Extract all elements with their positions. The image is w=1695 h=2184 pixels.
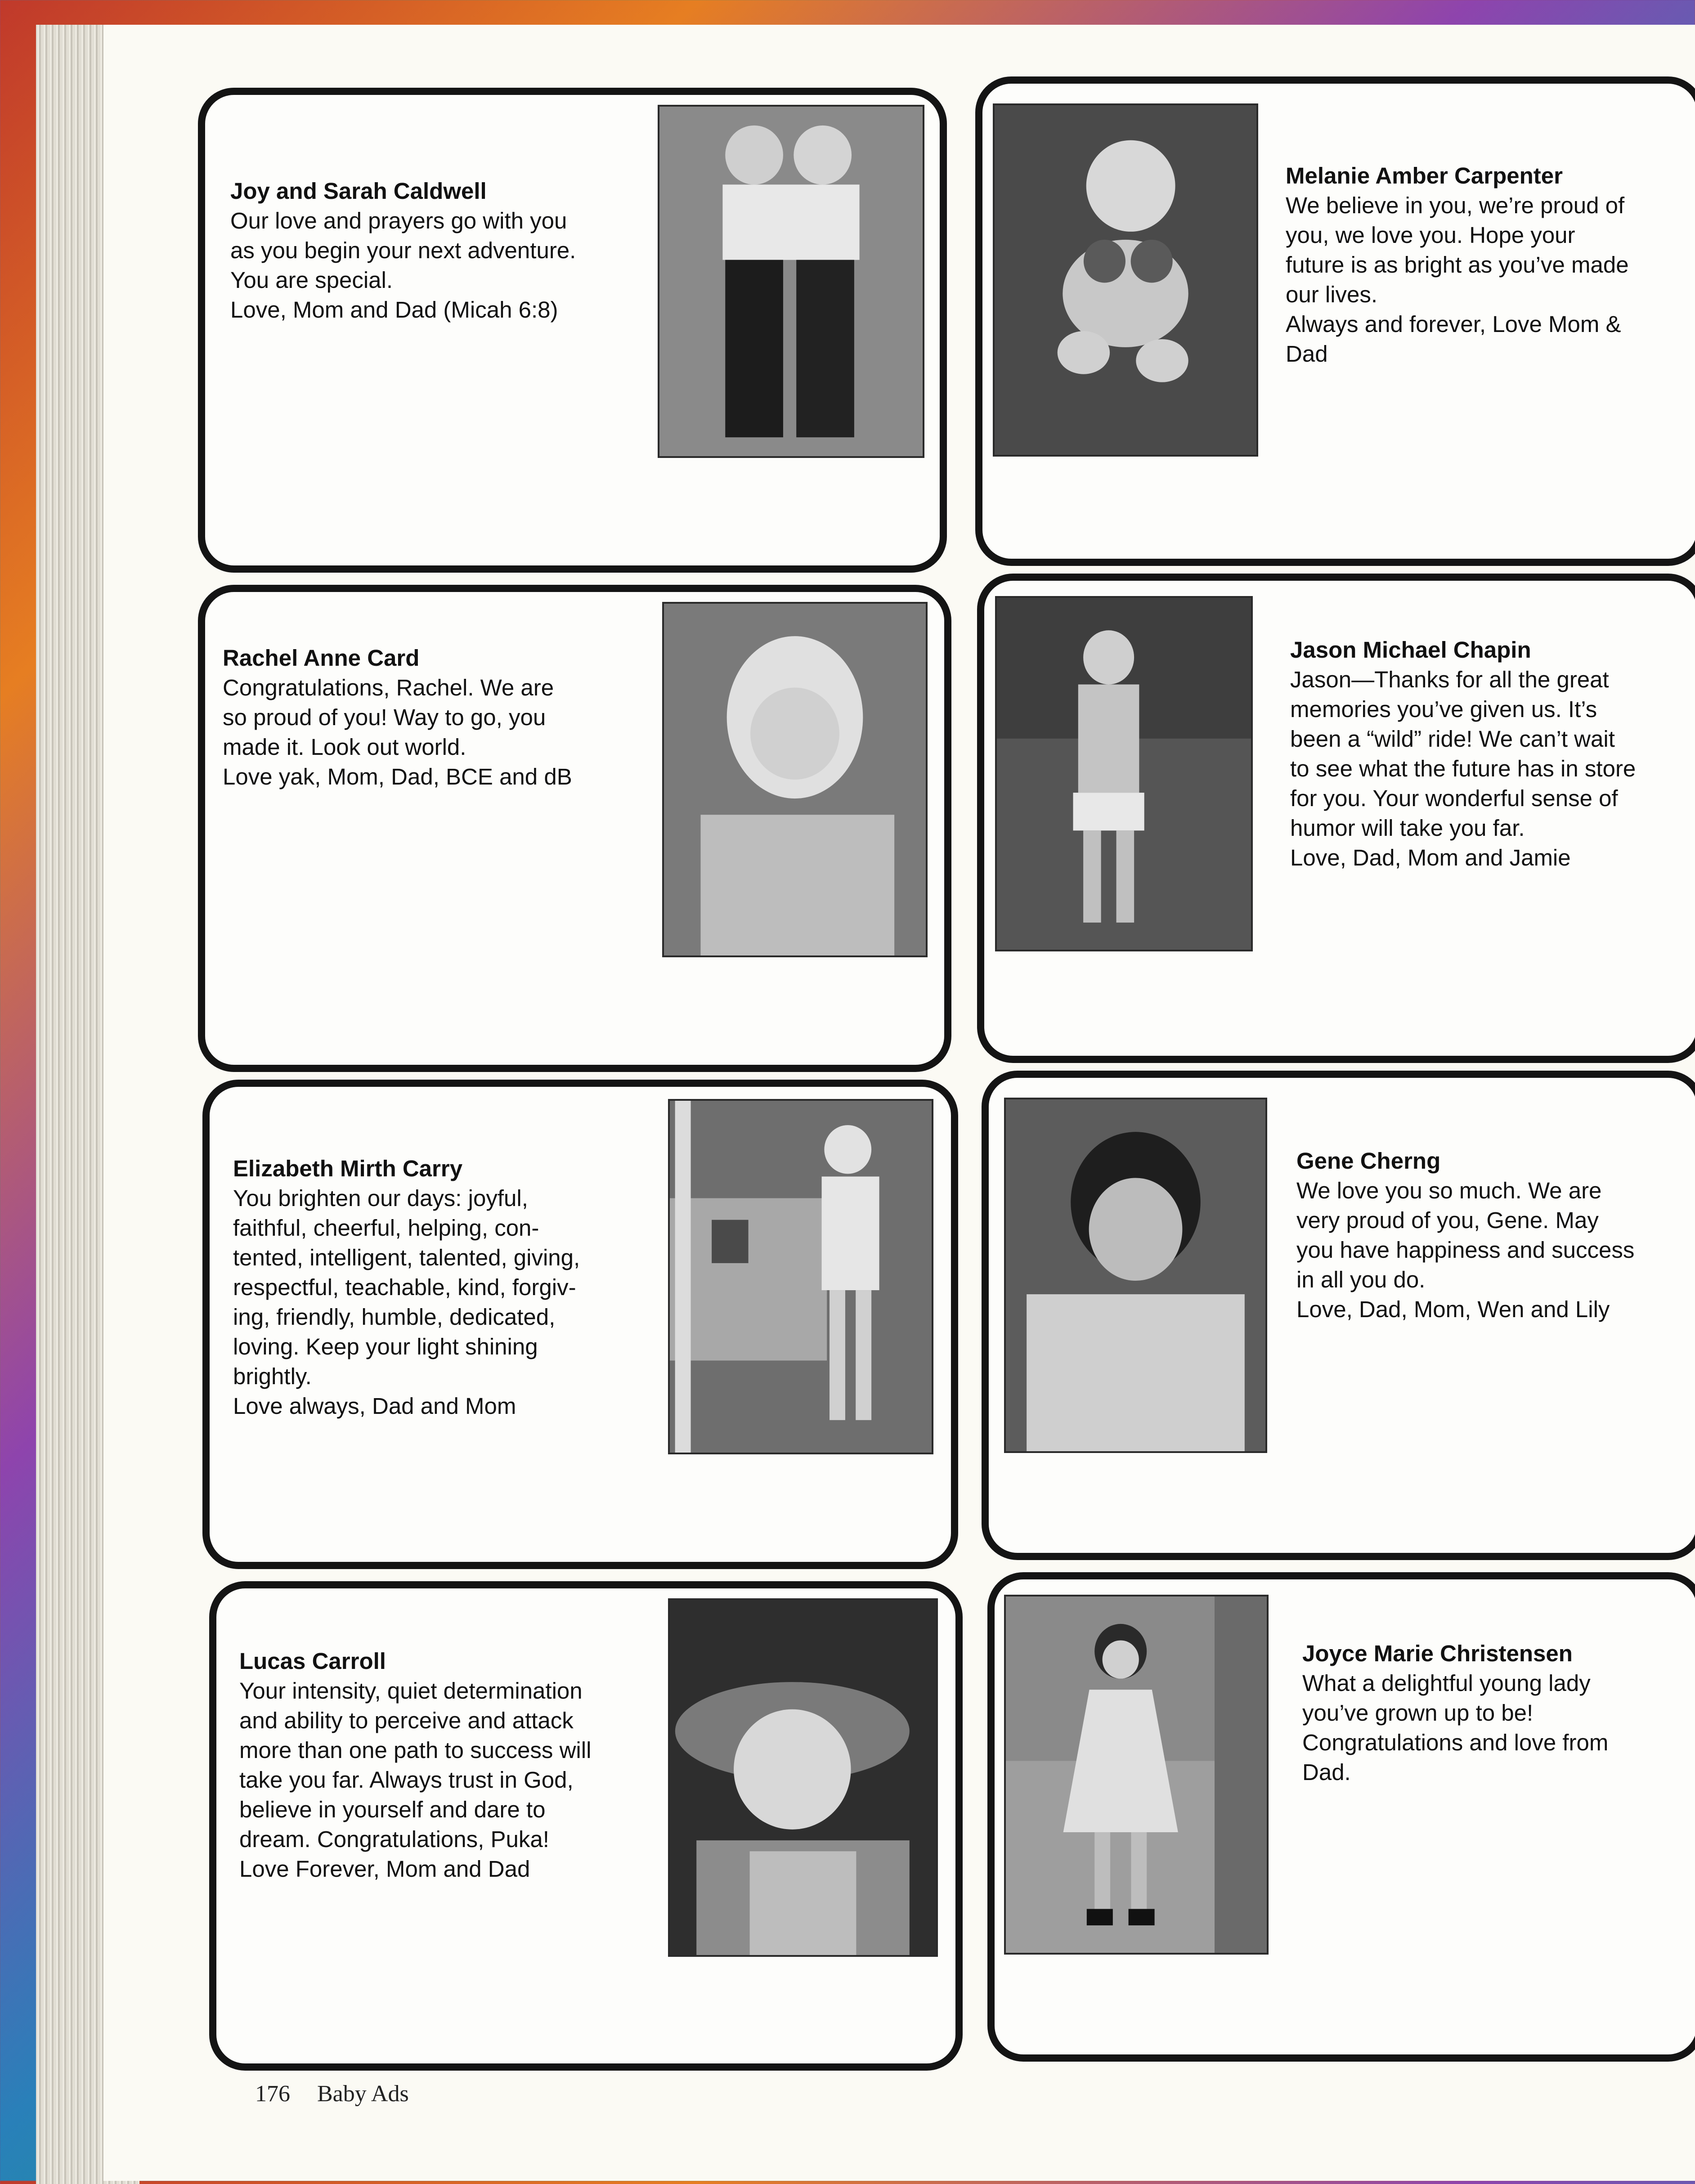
ad-name: Joy and Sarah Caldwell xyxy=(230,178,487,204)
boy-in-hat-photo xyxy=(668,1598,938,1957)
ad-line: future is as bright as you’ve made xyxy=(1286,252,1629,278)
ad-line: faithful, cheerful, helping, con- xyxy=(233,1215,539,1241)
ad-line: our lives. xyxy=(1286,282,1378,307)
ad-text-joy-sarah-caldwell xyxy=(230,176,576,325)
ad-line: very proud of you, Gene. May xyxy=(1296,1207,1599,1233)
ad-name: Elizabeth Mirth Carry xyxy=(233,1156,463,1181)
ad-text-melanie-amber-carpenter xyxy=(1286,161,1629,369)
ad-line: We believe in you, we’re proud of xyxy=(1286,193,1625,218)
ad-line: ing, friendly, humble, dedicated, xyxy=(233,1304,556,1330)
ad-line: You are special. xyxy=(230,267,393,293)
ad-name: Gene Cherng xyxy=(1296,1148,1441,1174)
ad-line: so proud of you! Way to go, you xyxy=(223,704,546,730)
ad-line: Love yak, Mom, Dad, BCE and dB xyxy=(223,764,572,789)
ad-line: humor will take you far. xyxy=(1290,815,1525,841)
ad-line: Jason—Thanks for all the great xyxy=(1290,667,1609,692)
ad-line: as you begin your next adventure. xyxy=(230,238,576,263)
ad-text-jason-michael-chapin xyxy=(1290,635,1636,873)
ad-line: Love, Dad, Mom, Wen and Lily xyxy=(1296,1296,1610,1322)
ad-line: Love, Mom and Dad (Micah 6:8) xyxy=(230,297,558,323)
ad-line: dream. Congratulations, Puka! xyxy=(239,1826,549,1852)
ad-line: We love you so much. We are xyxy=(1296,1178,1602,1203)
ad-line: for you. Your wonderful sense of xyxy=(1290,785,1618,811)
ad-line: brightly. xyxy=(233,1363,312,1389)
standing-toddler-photo xyxy=(995,596,1253,951)
ad-line: Your intensity, quiet determination xyxy=(239,1678,583,1704)
ad-text-gene-cherng xyxy=(1296,1146,1634,1324)
page-footer xyxy=(255,2081,436,2107)
ad-line: Love always, Dad and Mom xyxy=(233,1393,516,1419)
ad-text-rachel-anne-card xyxy=(223,643,572,792)
ad-line: Love Forever, Mom and Dad xyxy=(239,1856,530,1882)
ad-name: Joyce Marie Christensen xyxy=(1302,1641,1573,1666)
ad-line: in all you do. xyxy=(1296,1267,1426,1292)
ad-line: tented, intelligent, talented, giving, xyxy=(233,1245,580,1270)
girl-by-bed-photo xyxy=(668,1099,933,1454)
ad-text-lucas-carroll xyxy=(239,1646,591,1884)
ad-line: and ability to perceive and attack xyxy=(239,1708,574,1733)
ad-line: Dad. xyxy=(1302,1759,1351,1785)
ad-name: Jason Michael Chapin xyxy=(1290,637,1531,663)
girl-in-dress-photo xyxy=(1004,1595,1269,1955)
ad-text-joyce-marie-christensen xyxy=(1302,1639,1608,1787)
ad-line: take you far. Always trust in God, xyxy=(239,1767,574,1793)
page-number: 176 xyxy=(255,2081,290,2107)
ad-name: Rachel Anne Card xyxy=(223,645,420,671)
ad-line: Congratulations, Rachel. We are xyxy=(223,675,554,700)
ad-line: made it. Look out world. xyxy=(223,734,466,760)
section-title: Baby Ads xyxy=(317,2081,409,2107)
ad-line: you have happiness and success xyxy=(1296,1237,1635,1263)
ad-line: to see what the future has in store xyxy=(1290,756,1636,781)
ad-name: Lucas Carroll xyxy=(239,1648,386,1674)
ad-line: You brighten our days: joyful, xyxy=(233,1185,528,1211)
ad-text-elizabeth-mirth-carry xyxy=(233,1154,580,1421)
ad-line: more than one path to success will xyxy=(239,1737,592,1763)
ad-line: believe in yourself and dare to xyxy=(239,1797,546,1822)
ad-line: Love, Dad, Mom and Jamie xyxy=(1290,845,1571,870)
ad-line: been a “wild” ride! We can’t wait xyxy=(1290,726,1615,752)
ad-name: Melanie Amber Carpenter xyxy=(1286,163,1563,188)
ad-line: respectful, teachable, kind, forgiv- xyxy=(233,1274,576,1300)
ad-line: What a delightful young lady xyxy=(1302,1670,1591,1696)
ad-line: Our love and prayers go with you xyxy=(230,208,567,233)
ad-line: memories you’ve given us. It’s xyxy=(1290,696,1597,722)
ad-line: Congratulations and love from xyxy=(1302,1730,1609,1755)
twin-toddlers-photo xyxy=(658,105,924,458)
smiling-toddler-photo xyxy=(662,602,928,957)
ad-line: you, we love you. Hope your xyxy=(1286,222,1575,248)
seated-baby-photo xyxy=(993,103,1258,457)
boy-portrait-photo xyxy=(1004,1098,1267,1453)
ad-line: loving. Keep your light shining xyxy=(233,1334,538,1359)
ad-line: Always and forever, Love Mom & xyxy=(1286,311,1621,337)
ad-line: you’ve grown up to be! xyxy=(1302,1700,1534,1726)
ad-line: Dad xyxy=(1286,341,1328,367)
